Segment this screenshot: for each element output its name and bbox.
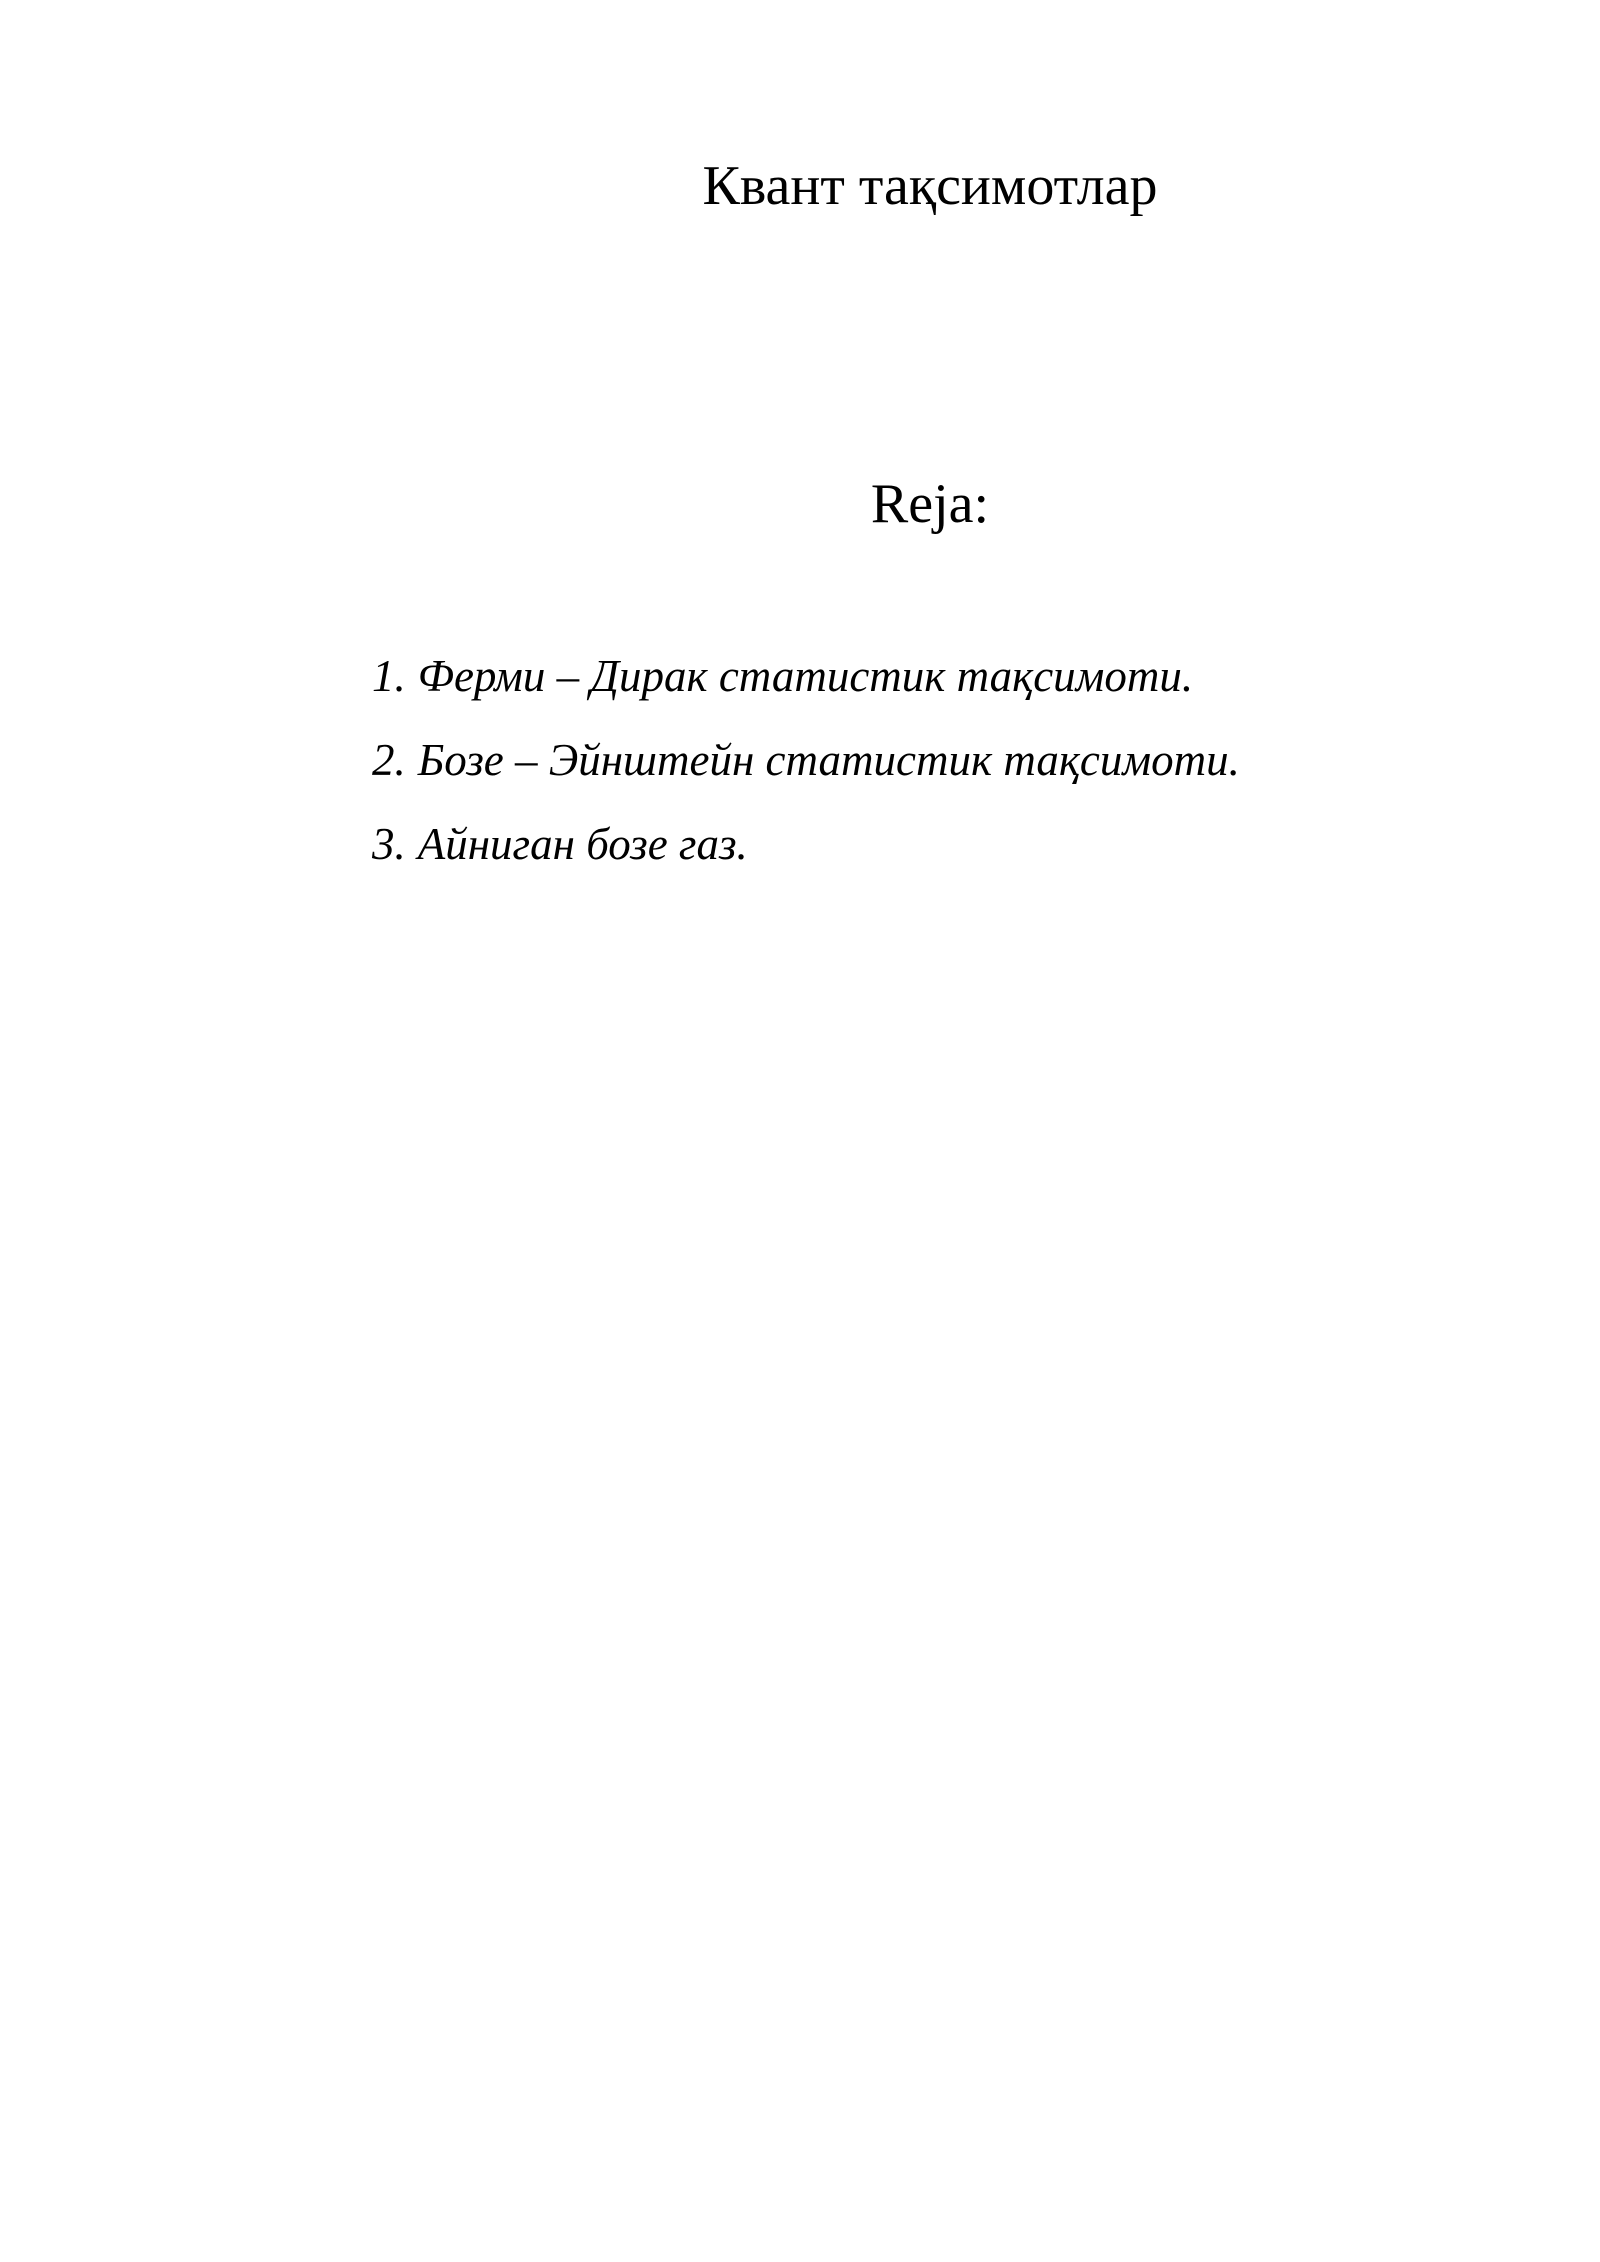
plan-item-number: 3. bbox=[372, 819, 406, 869]
document-title: Квант тақсимотлар bbox=[702, 155, 1158, 217]
plan-list bbox=[372, 646, 1240, 898]
plan-item-number: 1. bbox=[372, 651, 406, 701]
plan-heading: Reja: bbox=[870, 473, 990, 535]
plan-item-number: 2. bbox=[372, 735, 406, 785]
plan-item-text: Ферми – Дирак статистик тақсимоти. bbox=[417, 651, 1194, 701]
plan-item-3 bbox=[372, 814, 1240, 874]
plan-item-text: Айниган бозе газ. bbox=[417, 819, 748, 869]
plan-item-text: Бозе – Эйнштейн статистик тақсимоти. bbox=[417, 735, 1240, 785]
plan-item-1 bbox=[372, 646, 1240, 706]
plan-item-2 bbox=[372, 730, 1240, 790]
